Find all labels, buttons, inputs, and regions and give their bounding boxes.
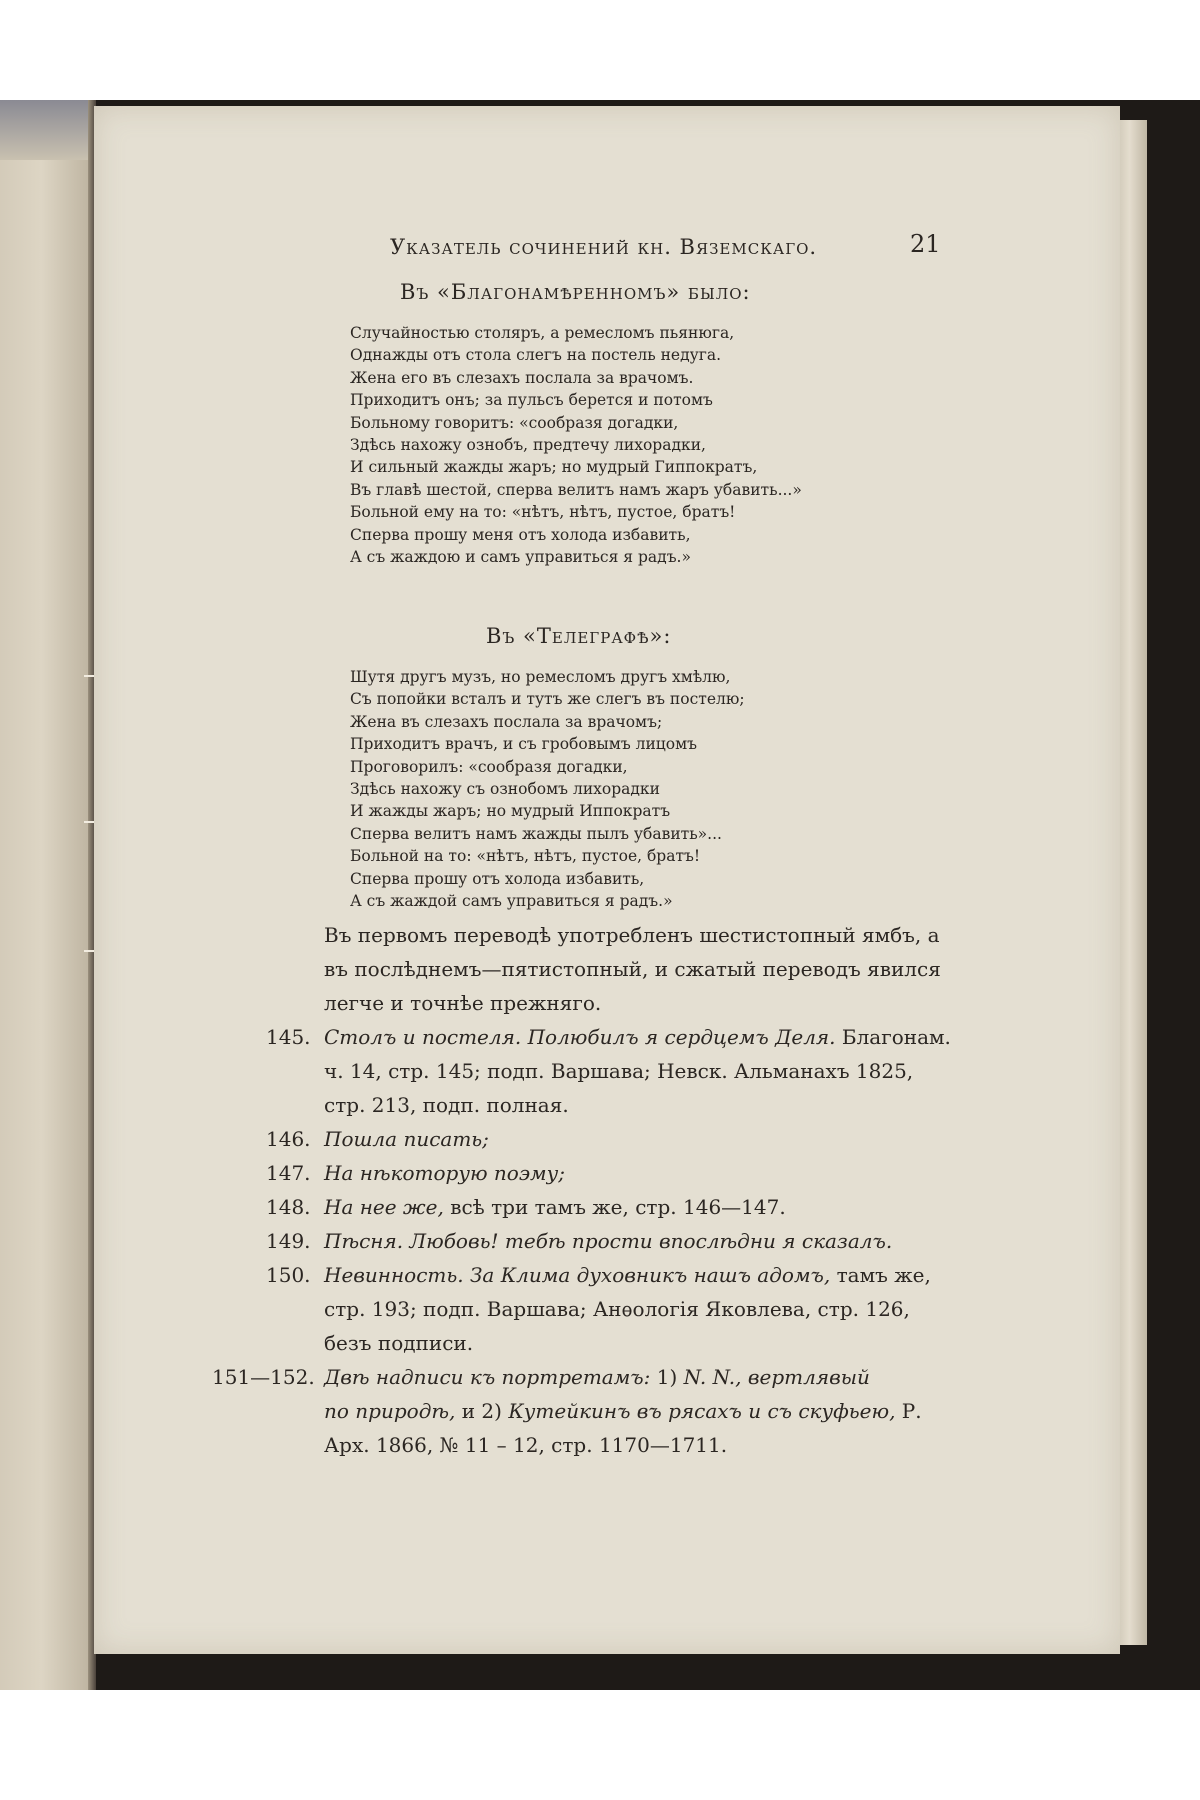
poem-line: Здѣсь нахожу съ ознобомъ лихорадки [350,779,660,798]
poem-line: А съ жаждой самъ управиться я радъ.» [350,891,673,910]
poem-line: Приходитъ врачъ, и съ гробовымъ лицомъ [350,735,698,754]
entry-text: 1) [650,1365,684,1389]
entry-number: 151—152. [212,1365,315,1389]
poem-line: Однажды отъ стола слегъ на постель недуга. [350,346,722,365]
page-number: 21 [910,230,941,258]
poem-line: Сперва прошу меня отъ холода избавить, [350,525,691,544]
commentary-line: легче и точнѣе прежняго. [324,991,602,1015]
poem-line: Приходитъ онъ; за пульсъ берется и потомъ [350,391,713,410]
entry-title: На нее же, [324,1195,444,1219]
poem-line: Больному говоритъ: «сообразя догадки, [350,413,679,432]
entry-number: 146. [266,1127,311,1151]
entry-title: Двѣ надписи къ портретамъ: [324,1365,651,1389]
entry-145-cont: ч. 14, стр. 145; подп. Варшава; Невск. Альманахъ 1825, [324,1059,914,1083]
poem-line: Больной ему на то: «нѣтъ, нѣтъ, пустое, братъ! [350,503,736,522]
entry-text: и 2) [455,1399,509,1423]
poem-telegraf [350,666,970,912]
entry-title: На нѣкоторую поэму; [324,1161,565,1185]
entry-source: тамъ же, [830,1263,931,1287]
commentary-line: Въ первомъ переводѣ употребленъ шестистопный ямбъ, а [324,923,940,947]
entry-number: 148. [266,1195,311,1219]
commentary-line: въ послѣднемъ—пятистопный, и сжатый переводъ явился [324,957,941,981]
poem-line: Больной на то: «нѣтъ, нѣтъ, пустое, братъ! [350,847,701,866]
entry-title: Невинность. За Клима духовникъ нашъ адомъ, [324,1263,831,1287]
entry-150 [266,1258,1064,1292]
poem-line: А съ жаждою и самъ управиться я радъ.» [350,547,691,566]
section-heading-blagonamerenny: Въ «Благонамѣренномъ» было: [400,280,751,304]
poem-line: Жена въ слезахъ послала за врачомъ; [350,712,663,731]
entry-title: Столъ и постеля. Полюбилъ я сердцемъ Деля. [324,1025,836,1049]
entry-147 [266,1156,1064,1190]
entry-title: Пошла писать; [324,1127,489,1151]
entry-151-152 [212,1360,1064,1394]
entry-148 [266,1190,1064,1224]
entry-150-cont: стр. 193; подп. Варшава; Анѳологія Яковлева, стр. 126, [324,1297,910,1321]
entry-number: 150. [266,1263,311,1287]
poem-line: Проговорилъ: «сообразя догадки, [350,757,628,776]
entry-title: по природѣ, [324,1399,456,1423]
entry-title: N. N., вертлявый [683,1365,870,1389]
entry-title: Кутейкинъ въ рясахъ и съ скуфьею, [508,1399,896,1423]
entry-150-cont: безъ подписи. [324,1331,474,1355]
entry-source: всѣ три тамъ же, стр. 146—147. [443,1195,786,1219]
poem-line: И жажды жаръ; но мудрый Иппократъ [350,802,671,821]
poem-line: Съ попойки всталъ и тутъ же слегъ въ постелю; [350,690,745,709]
entry-number: 147. [266,1161,311,1185]
entry-145 [266,1020,1064,1054]
entry-number: 145. [266,1025,311,1049]
entry-151-152-cont [324,1394,1064,1428]
poem-line: Здѣсь нахожу ознобъ, предтечу лихорадки, [350,435,706,454]
poem-line: Случайностью столяръ, а ремесломъ пьянюга, [350,324,735,342]
section-heading-telegraf: Въ «Телеграфѣ»: [486,624,672,648]
poem-line: Сперва прошу отъ холода избавить, [350,869,645,888]
book-page [94,106,1120,1654]
poem-blagonamerenny [350,322,970,568]
entry-149 [266,1224,1064,1258]
entry-145-cont: стр. 213, подп. полная. [324,1093,569,1117]
entry-source: Благонам. [835,1025,951,1049]
entry-title: Пѣсня. Любовь! тебѣ прости впослѣдни я сказалъ. [324,1229,893,1253]
poem-line: Жена его въ слезахъ послала за врачомъ. [350,368,694,387]
poem-line: Сперва велитъ намъ жажды пылъ убавить»... [350,824,722,843]
poem-line: И сильный жажды жаръ; но мудрый Гиппократъ, [350,458,758,477]
book-photo [0,100,1200,1690]
poem-line: Шутя другъ музъ, но ремесломъ другъ хмѣлю, [350,668,731,686]
entry-151-152-cont: Арх. 1866, № 11 – 12, стр. 1170—1711. [324,1433,728,1457]
entry-146 [266,1122,1064,1156]
commentary-paragraph [324,918,1064,1020]
running-head: Указатель сочинений кн. Вяземскаго. [390,235,818,259]
entry-source: Р. [895,1399,922,1423]
poem-line: Въ главѣ шестой, сперва велитъ намъ жаръ убавить...» [350,480,802,499]
left-page-edge [0,100,92,1690]
entry-number: 149. [266,1229,311,1253]
entries-list [212,1020,1064,1462]
left-page-corner [0,100,90,160]
